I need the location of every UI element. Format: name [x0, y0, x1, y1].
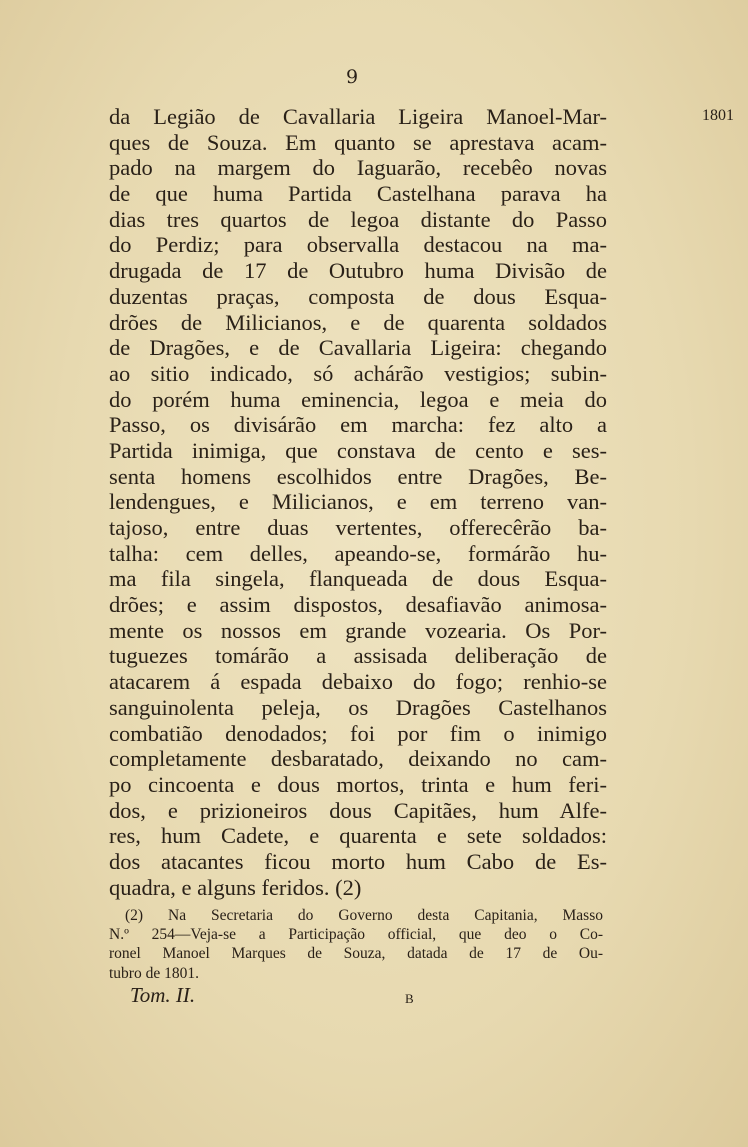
body-line: completamente desbaratado, deixando no cam-: [109, 746, 607, 772]
body-line: lendengues, e Milicianos, e em terreno van-: [109, 489, 607, 515]
body-line: do porém huma eminencia, legoa e meia do: [109, 386, 607, 412]
body-line: drões de Milicianos, e de quarenta soldados: [109, 309, 607, 335]
body-text: [109, 104, 607, 900]
signature-mark: B: [405, 991, 414, 1006]
footnote-line: N.º 254—Veja-se a Participação official, que deo o Co-: [109, 926, 603, 944]
volume-signature: Tom. II.: [130, 983, 196, 1007]
body-line: quadra, e alguns feridos. (2): [109, 874, 362, 900]
body-line: ao sitio indicado, só achárão vestigios; subin-: [109, 360, 607, 386]
body-line: do Perdiz; para observalla destacou na ma-: [109, 232, 607, 258]
body-line: da Legião de Cavallaria Ligeira Manoel-Mar-: [109, 104, 607, 129]
footnote-line: (2) Na Secretaria do Governo desta Capitania, Masso: [125, 907, 603, 924]
body-line: sanguinolenta peleja, os Dragões Castelhanos: [109, 694, 607, 720]
margin-year-note: 1801: [702, 107, 734, 124]
body-line: Partida inimiga, que constava de cento e ses-: [109, 437, 607, 463]
footnote-line: tubro de 1801.: [109, 964, 199, 982]
body-line: res, hum Cadete, e quarenta e sete soldados:: [109, 823, 607, 849]
body-line: Passo, os divisárão em marcha: fez alto a: [109, 412, 607, 438]
body-line: ques de Souza. Em quanto se aprestava acam-: [109, 129, 607, 155]
body-line: atacarem á espada debaixo do fogo; renhio-se: [109, 669, 607, 695]
body-line: ma fila singela, flanqueada de dous Esqua-: [109, 566, 607, 592]
body-line: po cincoenta e dous mortos, trinta e hum feri-: [109, 771, 607, 797]
footnote-line: ronel Manoel Marques de Souza, datada de 17 de Ou-: [109, 945, 603, 963]
body-line: senta homens escolhidos entre Dragões, Be-: [109, 463, 607, 489]
body-line: tajoso, entre duas vertentes, offerecêrão ba-: [109, 515, 607, 540]
body-line: duzentas praças, composta de dous Esqua-: [109, 283, 607, 309]
body-line: drões; e assim dispostos, desafiavão animosa-: [109, 592, 607, 618]
body-line: talha: cem delles, apeando-se, formárão hu-: [109, 540, 607, 566]
footnote: [109, 906, 603, 983]
body-line: dias tres quartos de legoa distante do Passo: [109, 206, 607, 232]
body-line: de que huma Partida Castelhana parava ha: [109, 181, 607, 207]
body-line: pado na margem do Iaguarão, recebêo novas: [109, 155, 607, 181]
body-line: dos, e prizioneiros dous Capitães, hum Alfe-: [109, 797, 607, 823]
body-line: mente os nossos em grande vozearia. Os Por-: [109, 617, 607, 643]
page-number: 9: [346, 66, 359, 88]
body-line: drugada de 17 de Outubro huma Divisão de: [109, 258, 607, 284]
body-line: de Dragões, e de Cavallaria Ligeira: chegando: [109, 335, 607, 361]
body-line: tuguezes tomárão a assisada deliberação de: [109, 643, 607, 669]
body-line: dos atacantes ficou morto hum Cabo de Es-: [109, 848, 607, 874]
body-line: combatião denodados; foi por fim o inimigo: [109, 720, 607, 746]
